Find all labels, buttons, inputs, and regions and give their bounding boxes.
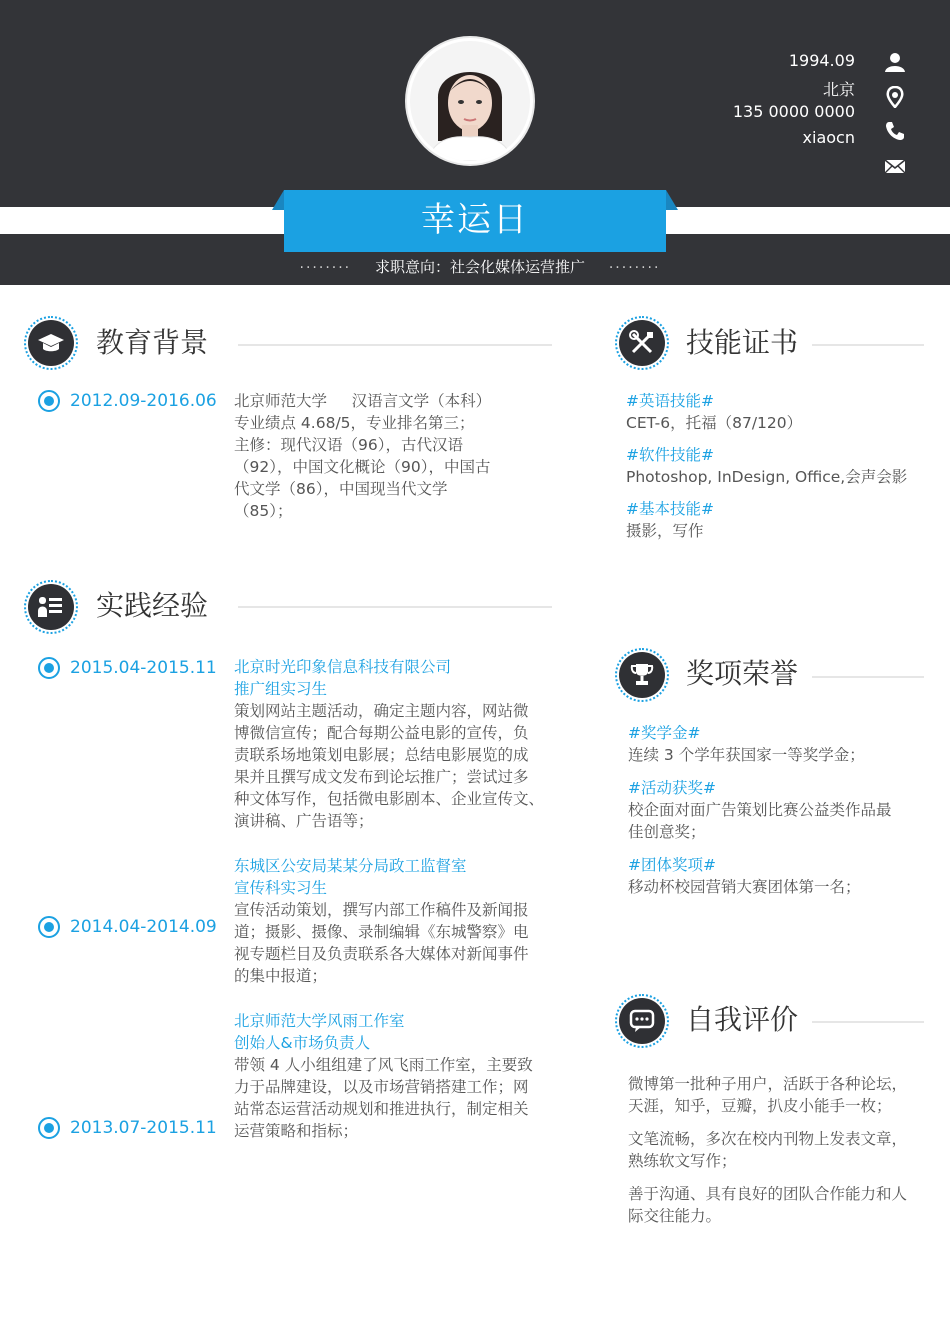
practice-role: 创始人&市场负责人	[234, 1034, 371, 1052]
skills-section-icon	[615, 316, 669, 370]
ribbon-fold-right	[666, 190, 678, 210]
practice-section-icon	[24, 580, 78, 634]
awards-divider	[812, 676, 924, 678]
practice-line: 宣传活动策划，撰写内部工作稿件及新闻报	[234, 901, 529, 919]
education-line: 主修：现代汉语（96），古代汉语	[234, 436, 463, 454]
intent-label: 求职意向：	[374, 258, 450, 276]
graduation-cap-icon	[37, 331, 65, 355]
practice-item	[234, 656, 564, 832]
self-line: 熟练软文写作；	[628, 1152, 737, 1170]
skill-tag: #基本技能#	[626, 500, 714, 518]
education-school	[234, 390, 491, 412]
self-section-icon	[615, 994, 669, 1048]
practice-line: 策划网站主题活动，确定主题内容，网站微	[234, 702, 529, 720]
practice-role: 推广组实习生	[234, 680, 328, 698]
practice-line: 种文体写作，包括微电影剧本、企业宣传文、	[234, 790, 545, 808]
intent-value: 社会化媒体运营推广	[450, 258, 586, 276]
education-section-icon	[24, 316, 78, 370]
practice-bullet	[38, 1117, 60, 1139]
award-line: 校企面对面广告策划比赛公益类作品最	[628, 801, 892, 819]
practice-org: 北京师范大学风雨工作室	[234, 1012, 405, 1030]
skill-tag: #软件技能#	[626, 446, 714, 464]
award-line: 佳创意奖；	[628, 823, 706, 841]
practice-line: 博微信宣传；配合每期公益电影的宣传，负	[234, 724, 529, 742]
education-bullet	[38, 390, 60, 412]
name-ribbon	[284, 190, 666, 252]
ribbon-fold-left	[272, 190, 284, 210]
practice-line: 视专题栏目及负责联系各大媒体对新闻事件	[234, 945, 529, 963]
practice-item	[234, 855, 564, 987]
skills-list	[626, 390, 926, 542]
tools-icon	[629, 330, 655, 356]
practice-divider	[238, 606, 552, 608]
trophy-icon	[629, 662, 655, 688]
school-major: 汉语言文学（本科）	[351, 392, 492, 410]
education-title: 教育背景	[96, 326, 209, 359]
practice-date: 2013.07-2015.11	[70, 1118, 217, 1138]
education-date: 2012.09-2016.06	[70, 391, 217, 411]
education-line: （85）；	[234, 502, 293, 520]
award-tag: #奖学金#	[628, 724, 701, 742]
practice-org: 北京时光印象信息科技有限公司	[234, 658, 452, 676]
education-line: 专业绩点 4.68/5，专业排名第三；	[234, 414, 475, 432]
skill-tag: #英语技能#	[626, 392, 714, 410]
list-icon	[38, 595, 64, 619]
practice-date: 2015.04-2015.11	[70, 658, 217, 678]
self-line: 善于沟通、具有良好的团队合作能力和人	[628, 1185, 908, 1203]
practice-line: 的集中报道；	[234, 967, 328, 985]
awards-section-icon	[615, 648, 669, 702]
school-name: 北京师范大学	[234, 392, 328, 410]
dots-right: ········	[608, 260, 661, 276]
skills-title: 技能证书	[686, 326, 799, 359]
location-icon	[884, 86, 906, 108]
candidate-name: 幸运日	[421, 200, 529, 240]
education-line: （92），中国文化概论（90），中国古	[234, 458, 491, 476]
skill-text: Photoshop, InDesign, Office,会声会影	[626, 468, 908, 486]
awards-list	[628, 722, 928, 898]
phone-icon	[884, 120, 906, 142]
self-line: 天涯，知乎，豆瓣，扒皮小能手一枚；	[628, 1097, 892, 1115]
education-line: 代文学（86），中国现当代文学	[234, 480, 448, 498]
practice-line: 站常态运营活动规划和推进执行，制定相关	[234, 1100, 529, 1118]
dots-left: ········	[299, 260, 352, 276]
chat-bubble-icon	[629, 1009, 655, 1033]
job-intent	[280, 256, 680, 277]
practice-line: 运营策略和指标；	[234, 1122, 359, 1140]
practice-bullet	[38, 657, 60, 679]
practice-line: 责联系场地策划电影展；总结电影展览的成	[234, 746, 529, 764]
award-line: 连续 3 个学年获国家一等奖学金；	[628, 746, 865, 764]
practice-line: 演讲稿、广告语等；	[234, 812, 374, 830]
practice-line: 果并且撰写成文发布到论坛推广；尝试过多	[234, 768, 529, 786]
self-divider	[812, 1021, 924, 1023]
practice-item	[234, 1010, 564, 1142]
self-line: 际交往能力。	[628, 1207, 722, 1225]
education-divider	[238, 344, 552, 346]
profile-photo	[407, 38, 533, 164]
self-title: 自我评价	[686, 1003, 799, 1036]
mail-icon	[884, 155, 906, 177]
self-line: 微博第一批种子用户，活跃于各种论坛，	[628, 1075, 908, 1093]
self-line: 文笔流畅，多次在校内刊物上发表文章，	[628, 1130, 908, 1148]
practice-date: 2014.04-2014.09	[70, 917, 217, 937]
skills-divider	[812, 344, 924, 346]
awards-title: 奖项荣誉	[686, 657, 799, 690]
award-tag: #活动获奖#	[628, 779, 716, 797]
skill-text: 摄影，写作	[626, 522, 704, 540]
contact-mail: xiaocn	[802, 128, 855, 147]
education-details	[234, 412, 554, 522]
practice-role: 宣传科实习生	[234, 879, 328, 897]
award-line: 移动杯校园营销大赛团体第一名；	[628, 878, 861, 896]
practice-line: 带领 4 人小组组建了风飞雨工作室，主要致	[234, 1056, 533, 1074]
skill-text: CET-6，托福（87/120）	[626, 414, 803, 432]
practice-org: 东城区公安局某某分局政工监督室	[234, 857, 467, 875]
practice-title: 实践经验	[96, 589, 209, 622]
contact-birth: 1994.09	[788, 51, 855, 70]
practice-line: 道；摄影、摄像、录制编辑《东城警察》电	[234, 923, 529, 941]
award-tag: #团体奖项#	[628, 856, 716, 874]
person-icon	[884, 51, 906, 73]
contact-phone: 135 0000 0000	[732, 102, 855, 121]
practice-line: 力于品牌建设，以及市场营销搭建工作；网	[234, 1078, 529, 1096]
practice-bullet	[38, 916, 60, 938]
contact-city: 北京	[822, 80, 855, 99]
self-evaluation	[628, 1073, 938, 1227]
